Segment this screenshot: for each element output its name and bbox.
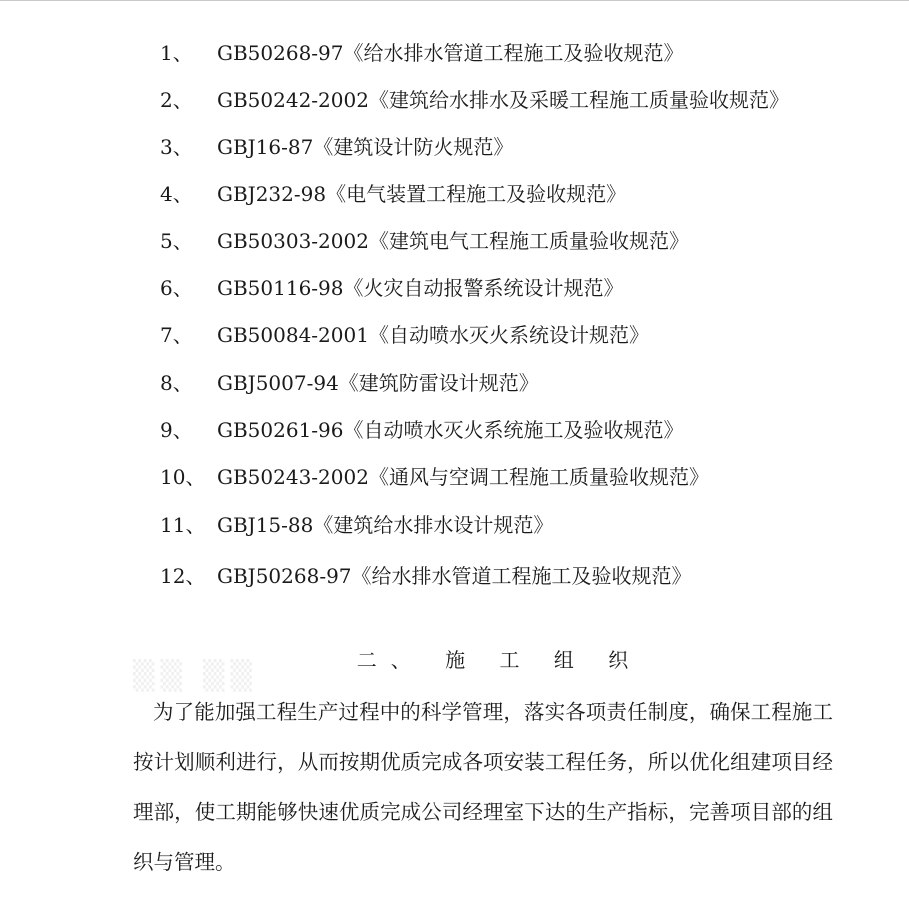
list-item-number: 10、 (160, 465, 206, 489)
list-item (0, 510, 909, 540)
list-item (0, 462, 909, 492)
list-item-text: GBJ232-98《电气装置工程施工及验收规范》 (217, 182, 627, 206)
list-item (0, 85, 909, 115)
list-item-text: GB50116-98《火灾自动报警系统设计规范》 (217, 276, 624, 300)
list-item-number: 5、 (160, 229, 193, 253)
list-item-number: 2、 (160, 88, 193, 112)
list-item-text: GB50261-96《自动喷水灭火系统施工及验收规范》 (217, 418, 684, 442)
list-item (0, 415, 909, 445)
list-item-number: 11、 (160, 513, 206, 537)
list-item-number: 4、 (160, 182, 193, 206)
list-item-text: GB50084-2001《自动喷水灭火系统设计规范》 (217, 323, 649, 347)
list-item-number: 12、 (160, 564, 206, 588)
list-item-number: 8、 (160, 371, 193, 395)
body-paragraph: 为了能加强工程生产过程中的科学管理，落实各项责任制度，确保工程施工按计划顺利进行，从而按期优质完成各项安装工程任务，所以优化组建项目经理部，使工期能够快速优质完成公司经理室下达的生产指标，完善项目部的组织与管理。 (133, 700, 833, 874)
list-item-number: 7、 (160, 323, 193, 347)
list-item-text: GB50268-97《给水排水管道工程施工及验收规范》 (217, 41, 684, 65)
list-item (0, 320, 909, 350)
list-item-text: GBJ50268-97《给水排水管道工程施工及验收规范》 (217, 564, 692, 588)
list-item (0, 226, 909, 256)
list-item-number: 3、 (160, 135, 193, 159)
list-item (0, 38, 909, 68)
list-item-text: GB50303-2002《建筑电气工程施工质量验收规范》 (217, 229, 689, 253)
list-item-number: 9、 (160, 418, 193, 442)
list-item (0, 179, 909, 209)
list-item (0, 132, 909, 162)
list-item-number: 1、 (160, 41, 193, 65)
list-item-text: GBJ16-87《建筑设计防火规范》 (217, 135, 514, 159)
page-top-border (0, 0, 909, 1)
section-heading (0, 645, 909, 675)
list-item-text: GBJ15-88《建筑给水排水设计规范》 (217, 513, 554, 537)
list-item (0, 273, 909, 303)
list-item-number: 6、 (160, 276, 193, 300)
list-item (0, 561, 909, 591)
list-item-text: GBJ5007-94《建筑防雷设计规范》 (217, 371, 539, 395)
list-item-text: GB50242-2002《建筑给水排水及采暖工程施工质量验收规范》 (217, 88, 789, 112)
list-item (0, 368, 909, 398)
list-item-text: GB50243-2002《通风与空调工程施工质量验收规范》 (217, 465, 709, 489)
section-heading-text: 二、 施 工 组 织 (356, 648, 643, 672)
faint-watermark: ▒▒ ▒▒ (133, 659, 259, 692)
